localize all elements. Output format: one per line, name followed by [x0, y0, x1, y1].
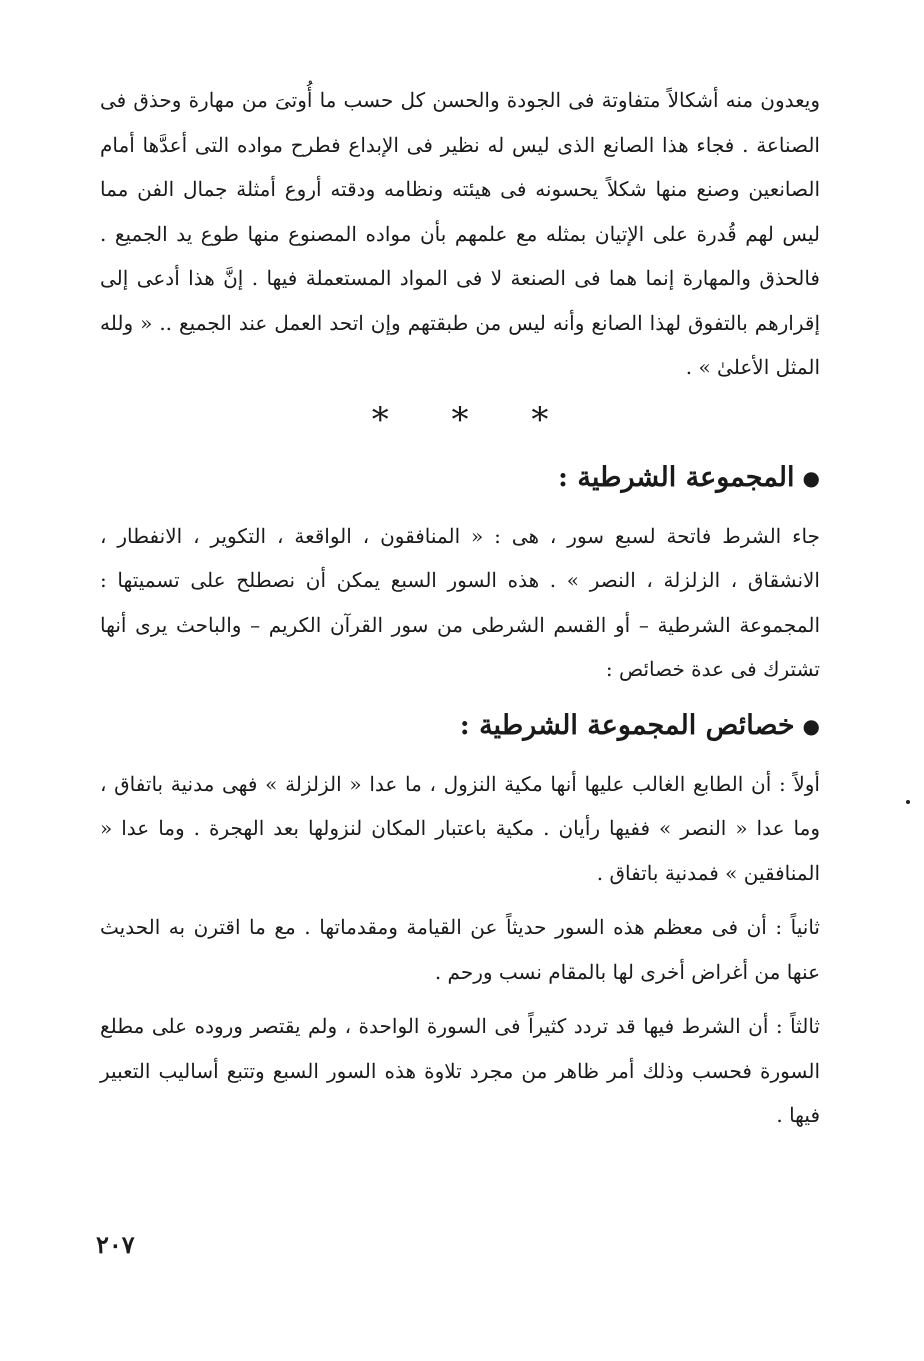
paragraph-second-trait: ثانياً : أن فى معظم هذه السور حديثاً عن القيامة ومقدماتها . مع ما اقترن به الحديث عنها من أغراض أخرى لها بالمقام نسب ورحم . — [100, 915, 820, 984]
star-separator: * — [531, 399, 549, 440]
heading-text: المجموعة الشرطية : — [558, 461, 795, 493]
paragraph-first-trait: أولاً : أن الطابع الغالب عليها أنها مكية النزول ، ما عدا « الزلزلة » فهى مدنية باتفاق ، وما عدا « النصر » ففيها رأيان . مكية باعتبار المكان لنزولها بعد الهجرة . وما عدا « المنافقين » فمدنية باتفاق . — [100, 771, 820, 885]
heading-text: خصائص المجموعة الشرطية : — [459, 709, 795, 741]
section-heading-characteristics — [100, 702, 820, 752]
section-divider-stars — [100, 400, 820, 440]
bullet-icon: ● — [802, 466, 820, 490]
page-body — [100, 78, 820, 1138]
section-heading-conditional-group — [100, 454, 820, 504]
scan-speck — [906, 800, 910, 804]
paragraph-craftsman: ويعدون منه أشكالاً متفاوتة فى الجودة والحسن كل حسب ما أُوتىَ من مهارة وحذق فى الصناعة . فجاء هذا الصانع الذى ليس له نظير فى الإبداع فطرح مواده التى أعدَّها أمام الصانعين وصنع منها شكلاً يحسونه فى هيئته ونظامه ودقته أروع أمثلة جمال الفن مما ليس لهم قُدرة على الإتيان بمثله مع علمهم بأن مواده المصنوع منها طوع يد الجميع . فالحذق والمهارة إنما هما فى الصنعة لا فى المواد المستعملة فيها . إنَّ هذا أدعى إلى إقرارهم بالتفوق لهذا الصانع وأنه ليس من طبقتهم وإن اتحد العمل عند الجميع .. « ولله المثل الأعلىٰ » . — [100, 88, 820, 379]
paragraph-third-trait: ثالثاً : أن الشرط فيها قد تردد كثيراً فى السورة الواحدة ، ولم يقتصر وروده على مطلع السورة فحسب وذلك أمر ظاهر من مجرد تلاوة هذه السور السبع وتتبع أساليب التعبير فيها . — [100, 1014, 820, 1127]
page-number: ٢٠٧ — [96, 1230, 135, 1259]
star-separator: * — [371, 399, 389, 440]
bullet-icon: ● — [802, 714, 820, 738]
paragraph-seven-surahs: جاء الشرط فاتحة لسبع سور ، هى : « المنافقون ، الواقعة ، التكوير ، الانفطار ، الانشقاق ، الزلزلة ، النصر » . هذه السور السبع يمكن أن نصطلح على تسميتها : المجموعة الشرطية – أو القسم الشرطى من سور القرآن الكريم – والباحث يرى أنها تشترك فى عدة خصائص : — [100, 523, 820, 681]
star-separator: * — [451, 399, 469, 440]
